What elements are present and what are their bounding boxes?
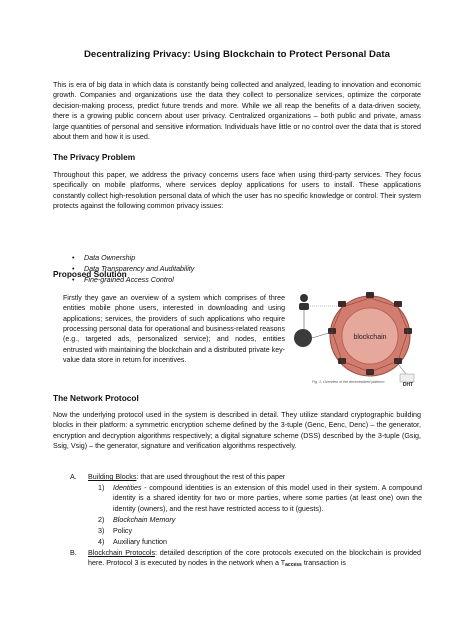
user-icon <box>300 294 308 302</box>
platform-overview-figure <box>288 286 424 386</box>
proposed-solution-heading: Proposed Solution <box>53 269 127 279</box>
sub4-label: Auxiliary function <box>113 538 167 546</box>
sub1-text: - compound identities is an extension of this model used in their system. A compound identity is a shared identity for two or more parties, where some parties (at least one) own the identity (owners), and the rest have restricted access to it (guests). <box>113 484 422 513</box>
network-protocol-paragraph: Now the underlying protocol used in the system is described in detail. They utilize standard cryptographic building blocks in their platform: a symmetric encryption scheme defined by the 3-tuple (Genc, Eenc, Denc) – the generator, encryption and decryption algorithms respectively; a digital signature scheme (DSS) described by the 3-tuple (Gsig, Ssig, Vsig) – the generator, signature and verification algorithms respectively. <box>53 411 421 451</box>
item-b <box>88 548 421 571</box>
sub1-item <box>113 483 422 514</box>
list-item: • Fine-grained Access Control <box>53 275 353 286</box>
privacy-problem-heading: The Privacy Problem <box>53 152 136 162</box>
list-item: • Data Transparency and Auditability <box>53 264 353 275</box>
sub3-label: Policy <box>113 527 133 535</box>
item-b-label: Blockchain Protocols <box>88 549 156 557</box>
blockchain-label: blockchain <box>353 334 387 341</box>
item-a-marker: A. <box>70 473 77 481</box>
item-b-end: transaction is <box>301 559 346 568</box>
platform-diagram <box>288 286 424 386</box>
item-b-marker: B. <box>70 549 77 557</box>
proposed-solution-paragraph: Firstly they gave an overview of a system which comprises of three entities mobile phone users, interested in downloading and using applications; services, the providers of such applications who require processing personal data for operational and business-related reasons (e.g., targeted ads, personalized service); and nodes, entities entrusted with maintaining the blockchain and a distributed private key-value data store in return for incentives. <box>63 295 285 365</box>
item-a <box>88 472 421 482</box>
list-item: • Data Ownership <box>53 253 353 264</box>
service-icon <box>294 329 312 347</box>
intro-paragraph: This is era of big data in which data is constantly being collected and analyzed, leading to innovation and economic growth. Companies and organizations use the data they collect to personalize services, optimize the corporate decision-making process, predict future trends and more. While we all reap the benefits of a data-driven society, there is a growing public concern about user privacy. Centralized organizations – both public and private, amass large quantities of personal and sensitive information. Individuals have little or no control over the data that is stored about them and how it is used. <box>53 81 421 142</box>
figure-caption: Fig. 1. Overview of the decentralized platform. <box>312 380 386 384</box>
dht-label: DHT <box>402 382 414 386</box>
item-b-subscript: access <box>285 562 302 569</box>
item-a-label: Building Blocks <box>88 473 137 481</box>
sub1-label: Identities <box>113 484 142 492</box>
item-b-text: : detailed description of the core protocols executed on the blockchain is provided here. Protocol 3 is executed by nodes in the network when a T <box>88 549 421 568</box>
sub4-marker: 4) <box>98 538 105 546</box>
sub2-marker: 2) <box>98 516 105 524</box>
privacy-problem-paragraph: Throughout this paper, we address the privacy concerns users face when using third-party services. They focus specifically on mobile platforms, where services deploy applications for users to install. These applications constantly collect high-resolution personal data of which the user has no specific knowledge or control. Their system protects against the following common privacy issues: <box>53 171 421 211</box>
sub3-marker: 3) <box>98 527 105 535</box>
item-a-text: : that are used throughout the rest of this paper <box>136 473 286 481</box>
network-protocol-heading: The Network Protocol <box>53 393 139 403</box>
sub1-marker: 1) <box>98 484 105 492</box>
sub2-label: Blockchain Memory <box>113 516 176 524</box>
document-title: Decentralizing Privacy: Using Blockchain to Protect Personal Data <box>83 49 391 60</box>
